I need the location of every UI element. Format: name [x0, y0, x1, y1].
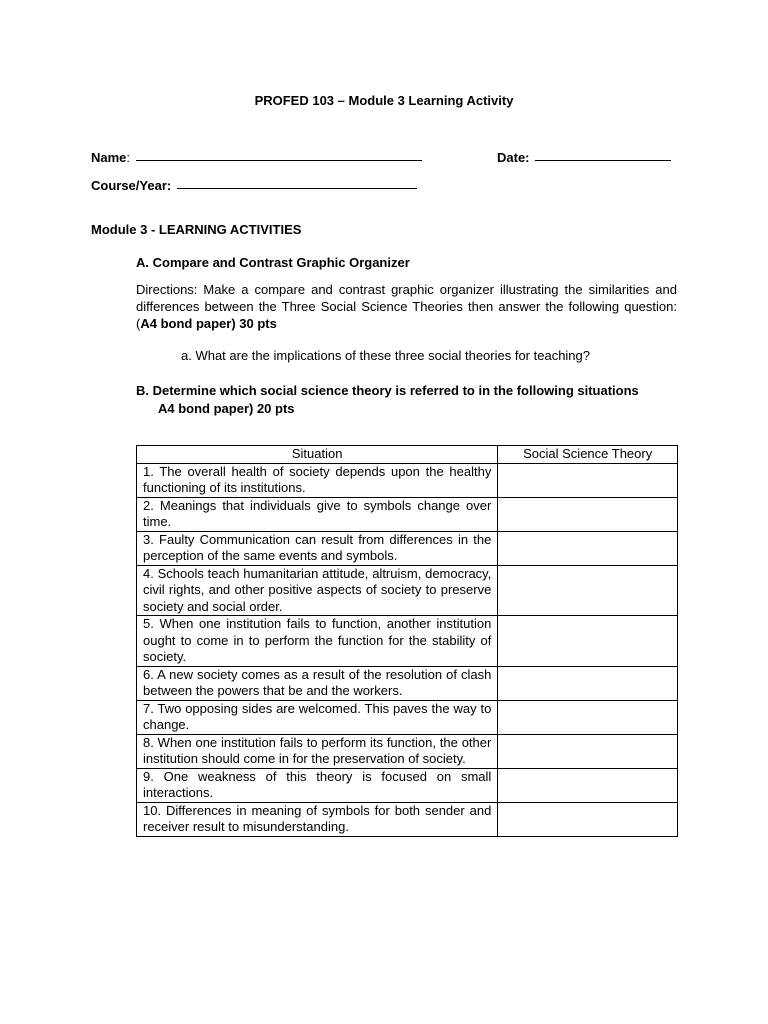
theory-answer-cell[interactable] [498, 700, 678, 734]
course-label: Course/Year: [91, 178, 172, 193]
theory-answer-cell[interactable] [498, 616, 678, 667]
situations-table [136, 445, 678, 837]
directions-text: Directions: Make a compare and contrast graphic organizer illustrating the similarities and differences between the Three Social Science Theories then answer the following question: ( [136, 282, 677, 331]
situation-cell: 4. Schools teach humanitarian attitude, altruism, democracy, civil rights, and other positive aspects of society to preserve society and social order. [137, 565, 498, 616]
section-b-heading [136, 382, 678, 418]
theory-answer-cell[interactable] [498, 565, 678, 616]
table-row [137, 768, 678, 802]
situation-cell: 6. A new society comes as a result of the resolution of clash between the powers that be and the workers. [137, 666, 498, 700]
table-row [137, 616, 678, 667]
table-row [137, 531, 678, 565]
section-a-directions [136, 281, 677, 332]
header-theory: Social Science Theory [498, 446, 678, 464]
theory-answer-cell[interactable] [498, 531, 678, 565]
situation-cell: 10. Differences in meaning of symbols for both sender and receiver result to misunderstanding. [137, 802, 498, 836]
situation-cell: 1. The overall health of society depends upon the healthy functioning of its institutions. [137, 463, 498, 497]
situation-cell: 3. Faulty Communication can result from differences in the perception of the same events and symbols. [137, 531, 498, 565]
theory-answer-cell[interactable] [498, 768, 678, 802]
course-blank-line[interactable] [177, 187, 417, 189]
table-row [137, 700, 678, 734]
date-field [497, 150, 671, 165]
name-blank-line[interactable] [136, 159, 422, 161]
situation-cell: 7. Two opposing sides are welcomed. This paves the way to change. [137, 700, 498, 734]
table-header-row [137, 446, 678, 464]
theory-answer-cell[interactable] [498, 802, 678, 836]
table-row [137, 463, 678, 497]
module-heading: Module 3 - LEARNING ACTIVITIES [91, 222, 302, 237]
page-title: PROFED 103 – Module 3 Learning Activity [254, 93, 514, 108]
situation-cell: 9. One weakness of this theory is focused on small interactions. [137, 768, 498, 802]
section-b-heading-line1: B. Determine which social science theory is referred to in the following situations [136, 383, 639, 398]
table-row [137, 497, 678, 531]
course-field [91, 178, 417, 193]
date-label: Date: [497, 150, 530, 165]
situation-cell: 8. When one institution fails to perform its function, the other institution should come in for the preservation of society. [137, 734, 498, 768]
date-blank-line[interactable] [535, 159, 671, 161]
section-a-question: a. What are the implications of these three social theories for teaching? [181, 348, 590, 363]
header-situation: Situation [137, 446, 498, 464]
theory-answer-cell[interactable] [498, 666, 678, 700]
name-label: Name [91, 150, 127, 165]
table-row [137, 802, 678, 836]
table-row [137, 666, 678, 700]
theory-answer-cell[interactable] [498, 497, 678, 531]
theory-answer-cell[interactable] [498, 734, 678, 768]
theory-answer-cell[interactable] [498, 463, 678, 497]
directions-bold-text: A4 bond paper) 30 pts [140, 316, 277, 331]
section-a-heading: A. Compare and Contrast Graphic Organizer [136, 255, 410, 270]
situation-cell: 2. Meanings that individuals give to symbols change over time. [137, 497, 498, 531]
table-row [137, 565, 678, 616]
situation-cell: 5. When one institution fails to function, another institution ought to come in to perform the function for the stability of society. [137, 616, 498, 667]
name-field: Name: [91, 150, 422, 165]
section-b-heading-line2: A4 bond paper) 20 pts [158, 401, 295, 416]
table-row [137, 734, 678, 768]
